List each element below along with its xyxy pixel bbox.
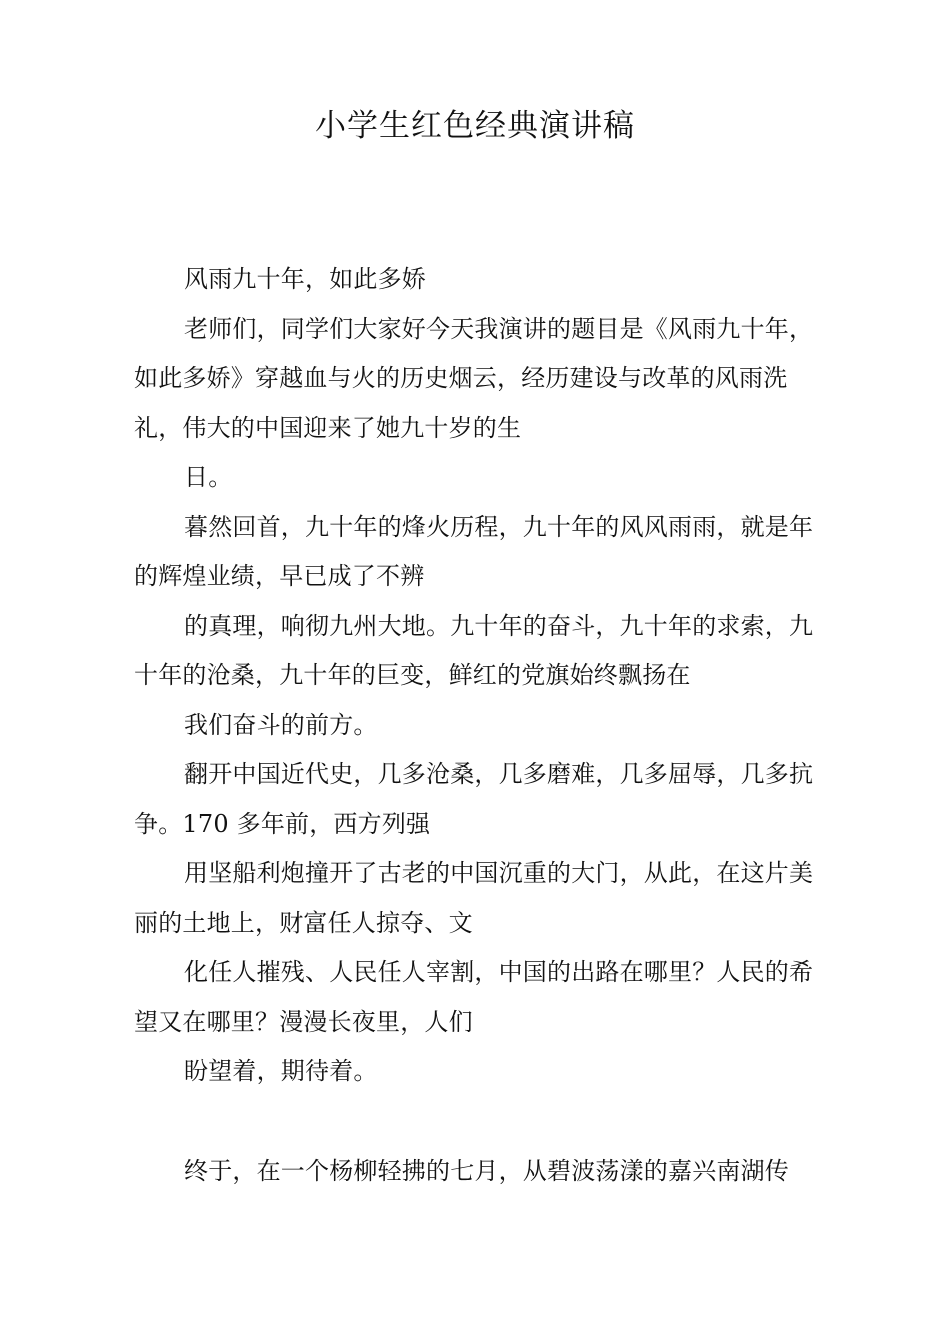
paragraph-10: 盼望着，期待着。: [184, 1057, 378, 1085]
paragraph-7: 翻开中国近代史，几多沧桑，几多磨难，几多屈辱，几多抗争。170 多年前，西方列强: [134, 760, 814, 838]
document-body: [134, 255, 834, 1196]
paragraph-spacer: [134, 1097, 834, 1147]
paragraph-9: 化任人摧残、人民任人宰割，中国的出路在哪里？人民的希望又在哪里？漫漫长夜里，人们: [134, 958, 814, 1036]
paragraph-4: 暮然回首，九十年的烽火历程，九十年的风风雨雨，就是年的辉煌业绩，早已成了不辨: [134, 512, 814, 590]
paragraph-3: 日。: [184, 463, 233, 491]
paragraph-8: 用坚船利炮撞开了古老的中国沉重的大门，从此，在这片美丽的土地上，财富任人掠夺、文: [134, 859, 814, 937]
paragraph-1: 风雨九十年，如此多娇: [184, 265, 426, 293]
paragraph-6: 我们奋斗的前方。: [184, 710, 378, 739]
paragraph-2: 老师们，同学们大家好今天我演讲的题目是《风雨九十年，如此多娇》穿越血与火的历史烟云，经历建设与改革的风雨洗礼，伟大的中国迎来了她九十岁的生: [134, 314, 814, 442]
paragraph-11: 终于，在一个杨柳轻拂的七月，从碧波荡漾的嘉兴南湖传: [184, 1156, 789, 1185]
paragraph-5: 的真理，响彻九州大地。九十年的奋斗，九十年的求索，九十年的沧桑，九十年的巨变，鲜红的党旗始终飘扬在: [134, 611, 814, 689]
document-title: 小学生红色经典演讲稿: [315, 108, 635, 144]
